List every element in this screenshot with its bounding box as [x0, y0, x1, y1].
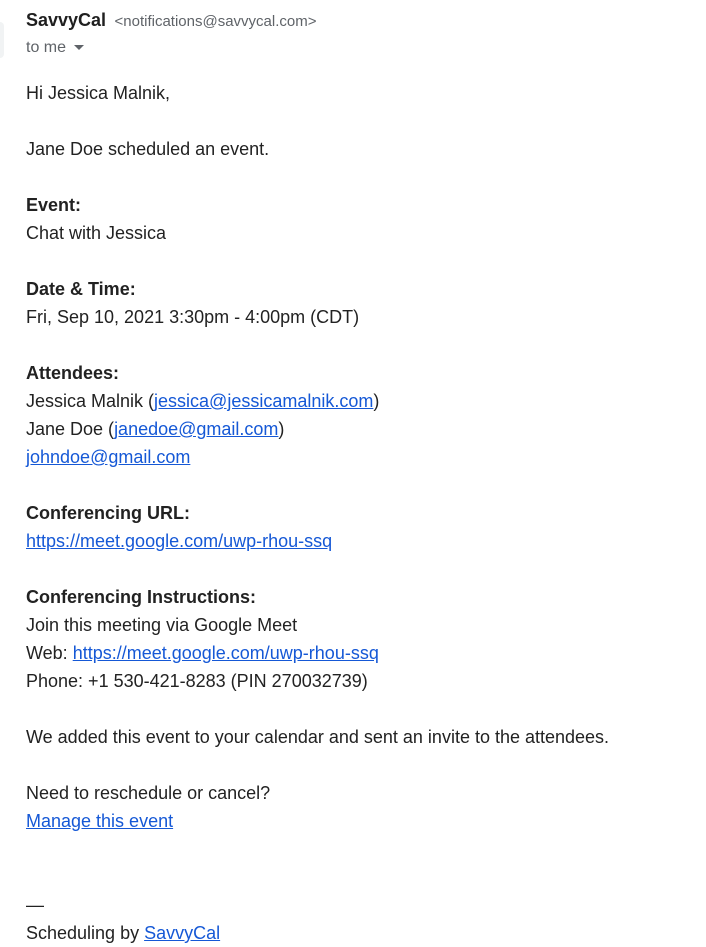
datetime-section	[26, 275, 686, 331]
conferencing-url-label: Conferencing URL:	[26, 503, 190, 523]
attendees-section	[26, 359, 686, 471]
chevron-down-icon[interactable]	[74, 45, 84, 50]
sender-email: <notifications@savvycal.com>	[114, 13, 317, 30]
attendee-3-email-link[interactable]: johndoe@gmail.com	[26, 447, 191, 467]
datetime-value: Fri, Sep 10, 2021 3:30pm - 4:00pm (CDT)	[26, 307, 360, 327]
instructions-web-prefix: Web:	[26, 643, 73, 663]
conferencing-url-section	[26, 499, 686, 555]
manage-event-link[interactable]: Manage this event	[26, 811, 174, 831]
recipient-line	[26, 38, 686, 58]
added-note: We added this event to your calendar and sent an invite to the attendees.	[26, 727, 610, 747]
signature	[26, 891, 686, 947]
instructions-web-link[interactable]: https://meet.google.com/uwp-rhou-ssq	[72, 643, 379, 663]
attendee-1-prefix: Jessica Malnik (	[26, 391, 155, 411]
event-section	[26, 191, 686, 247]
reschedule-section	[26, 779, 686, 835]
sender-line	[26, 8, 686, 32]
conferencing-url-link[interactable]: https://meet.google.com/uwp-rhou-ssq	[26, 531, 333, 551]
reschedule-question: Need to reschedule or cancel?	[26, 783, 271, 803]
left-edge-tab	[0, 22, 4, 58]
instructions-line1: Join this meeting via Google Meet	[26, 615, 298, 635]
attendee-2-prefix: Jane Doe (	[26, 419, 115, 439]
event-value: Chat with Jessica	[26, 223, 167, 243]
savvycal-link[interactable]: SavvyCal	[144, 923, 221, 943]
attendee-1-suffix: )	[373, 391, 380, 411]
signature-dash: —	[26, 895, 44, 915]
greeting: Hi Jessica Malnik,	[26, 83, 171, 103]
attendee-1-email-link[interactable]: jessica@jessicamalnik.com	[154, 391, 374, 411]
instructions-phone: Phone: +1 530-421-8283 (PIN 270032739)	[26, 671, 368, 691]
attendees-label: Attendees:	[26, 363, 120, 383]
intro-text: Jane Doe scheduled an event.	[26, 139, 270, 159]
email-body	[26, 79, 686, 947]
attendee-2-suffix: )	[278, 419, 285, 439]
scheduling-prefix: Scheduling by	[26, 923, 145, 943]
attendee-2-email-link[interactable]: janedoe@gmail.com	[114, 419, 279, 439]
recipient-label: to me	[26, 39, 67, 56]
instructions-label: Conferencing Instructions:	[26, 587, 257, 607]
signature-spacer	[26, 863, 686, 891]
email-header	[26, 8, 686, 58]
instructions-section	[26, 583, 686, 695]
datetime-label: Date & Time:	[26, 279, 136, 299]
event-label: Event:	[26, 195, 82, 215]
sender-name[interactable]: SavvyCal	[26, 10, 107, 30]
